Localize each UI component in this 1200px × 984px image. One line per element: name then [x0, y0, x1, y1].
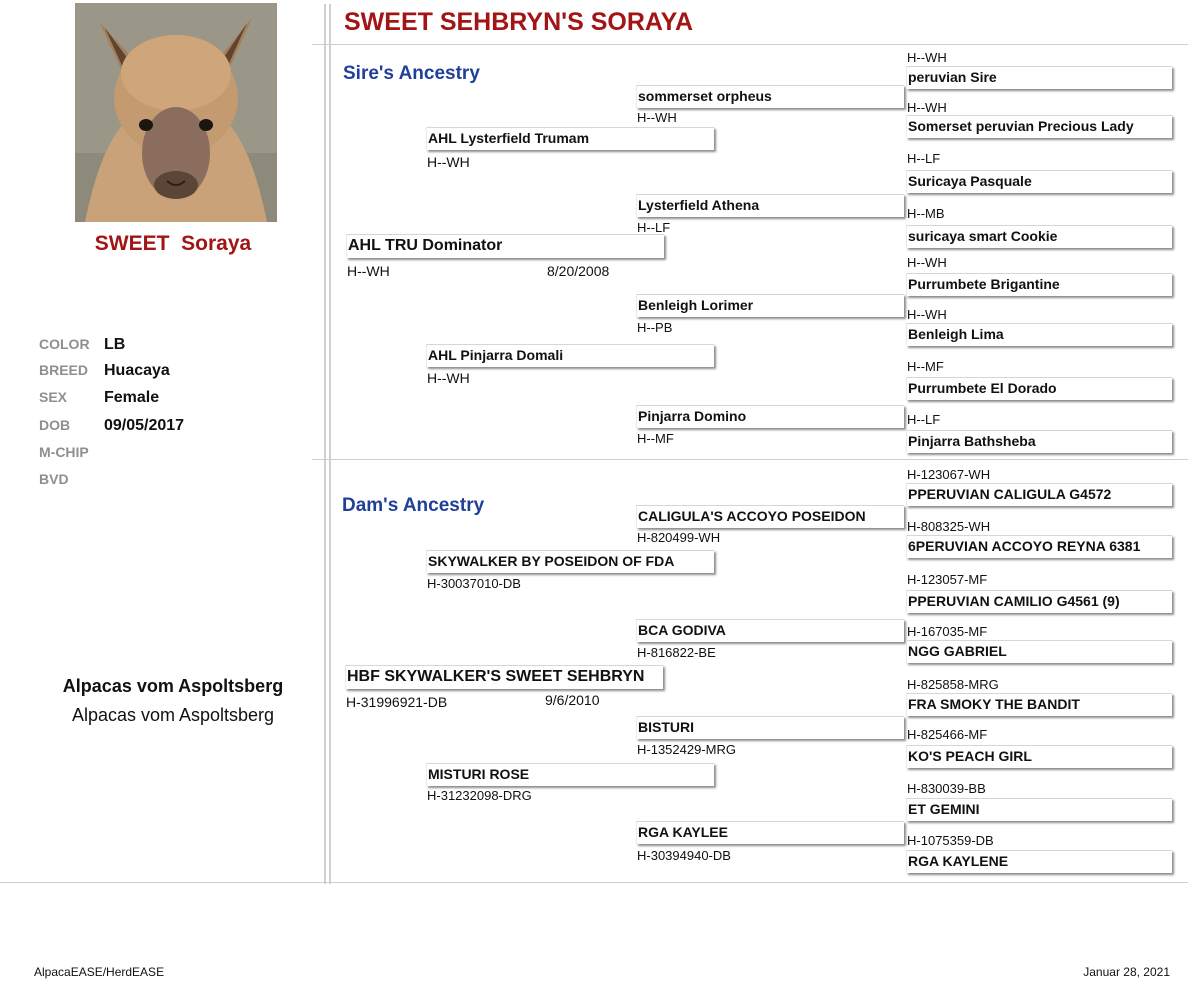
- sire-gen4-reg: H--WH: [907, 50, 947, 65]
- sex-value: Female: [104, 389, 160, 406]
- dam-gen2-box: MISTURI ROSE: [426, 763, 714, 786]
- dam-gen4-box: ET GEMINI: [906, 798, 1172, 821]
- pedigree-title: SWEET SEHBRYN'S SORAYA: [344, 8, 694, 36]
- color-value: LB: [104, 336, 126, 353]
- sire-gen3-reg: H--MF: [637, 431, 674, 446]
- vertical-divider: [329, 4, 331, 884]
- sire-gen4-reg: H--LF: [907, 151, 941, 166]
- sire-gen2-box: AHL Pinjarra Domali: [426, 344, 714, 367]
- dam-gen3-box: CALIGULA'S ACCOYO POSEIDON: [636, 505, 904, 528]
- dam-gen3-box: RGA KAYLEE: [636, 821, 904, 844]
- dam-gen3-box: BISTURI: [636, 716, 904, 739]
- dam-gen4-box: PPERUVIAN CALIGULA G4572: [906, 483, 1172, 506]
- breed-value: Huacaya: [104, 362, 170, 379]
- sire-gen4-box: Somerset peruvian Precious Lady: [906, 115, 1172, 138]
- sire-reg: H--WH: [347, 263, 390, 279]
- sire-gen4-reg: H--WH: [907, 100, 947, 115]
- footer-date: Januar 28, 2021: [1083, 965, 1170, 979]
- sire-gen2-reg: H--WH: [427, 154, 470, 170]
- sire-gen2-box: AHL Lysterfield Trumam: [426, 127, 714, 150]
- alpaca-photo: [75, 3, 277, 222]
- sire-gen3-box: sommerset orpheus: [636, 85, 904, 108]
- dam-gen2-reg: H-30037010-DB: [427, 576, 521, 591]
- dam-reg: H-31996921-DB: [346, 694, 448, 710]
- sire-gen4-reg: H--LF: [907, 412, 941, 427]
- dam-gen3-reg: H-1352429-MRG: [637, 742, 736, 757]
- dam-gen4-reg: H-123057-MF: [907, 572, 988, 587]
- sire-dob: 8/20/2008: [547, 263, 610, 279]
- sire-gen4-box: Pinjarra Bathsheba: [906, 430, 1172, 453]
- sire-gen4-box: peruvian Sire: [906, 66, 1172, 89]
- sire-gen3-reg: H--PB: [637, 320, 673, 335]
- sire-gen2-reg: H--WH: [427, 370, 470, 386]
- dam-gen3-box: BCA GODIVA: [636, 619, 904, 642]
- dam-gen3-reg: H-30394940-DB: [637, 848, 731, 863]
- dob-label: DOB: [39, 417, 71, 433]
- sex-label: SEX: [39, 389, 68, 405]
- dam-box: HBF SKYWALKER'S SWEET SEHBRYN: [345, 665, 663, 689]
- dam-gen4-box: NGG GABRIEL: [906, 640, 1172, 663]
- farm-name: Alpacas vom Aspoltsberg: [71, 705, 275, 725]
- animal-name: SWEET Soraya: [94, 232, 252, 255]
- sire-gen4-reg: H--WH: [907, 307, 947, 322]
- mchip-label: M-CHIP: [39, 444, 89, 460]
- sire-gen4-box: Benleigh Lima: [906, 323, 1172, 346]
- dam-gen3-reg: H-816822-BE: [637, 645, 716, 660]
- dam-gen4-box: KO'S PEACH GIRL: [906, 745, 1172, 768]
- footer-divider: [0, 882, 1188, 883]
- dam-gen4-reg: H-123067-WH: [907, 467, 991, 482]
- dam-gen3-reg: H-820499-WH: [637, 530, 721, 545]
- dam-gen4-reg: H-825858-MRG: [907, 677, 999, 692]
- dam-gen4-box: 6PERUVIAN ACCOYO REYNA 6381: [906, 535, 1172, 558]
- dam-gen4-reg: H-808325-WH: [907, 519, 991, 534]
- sire-gen4-box: Suricaya Pasquale: [906, 170, 1172, 193]
- sire-gen4-box: Purrumbete El Dorado: [906, 377, 1172, 400]
- dob-value: 09/05/2017: [104, 417, 185, 434]
- dam-dob: 9/6/2010: [545, 692, 600, 708]
- sire-section-title: Sire's Ancestry: [343, 63, 480, 84]
- sire-gen4-box: Purrumbete Brigantine: [906, 273, 1172, 296]
- dam-gen4-reg: H-830039-BB: [907, 781, 986, 796]
- bvd-label: BVD: [39, 471, 69, 487]
- sire-gen3-reg: H--LF: [637, 220, 671, 235]
- header-divider: [312, 44, 1188, 45]
- sire-gen3-reg: H--WH: [637, 110, 677, 125]
- dam-gen4-box: FRA SMOKY THE BANDIT: [906, 693, 1172, 716]
- farm-name-bold: Alpacas vom Aspoltsberg: [62, 676, 284, 696]
- sire-gen3-box: Benleigh Lorimer: [636, 294, 904, 317]
- dam-gen2-box: SKYWALKER BY POSEIDON OF FDA: [426, 550, 714, 573]
- sire-gen4-box: suricaya smart Cookie: [906, 225, 1172, 248]
- sire-gen4-reg: H--MB: [907, 206, 945, 221]
- breed-label: BREED: [39, 362, 89, 378]
- color-label: COLOR: [39, 336, 90, 352]
- vertical-divider: [324, 4, 326, 884]
- sire-box: AHL TRU Dominator: [346, 234, 664, 258]
- sire-gen4-reg: H--WH: [907, 255, 947, 270]
- sire-gen4-reg: H--MF: [907, 359, 944, 374]
- dam-gen4-box: RGA KAYLENE: [906, 850, 1172, 873]
- section-divider: [312, 459, 1188, 460]
- dam-gen2-reg: H-31232098-DRG: [427, 788, 532, 803]
- dam-section-title: Dam's Ancestry: [342, 495, 485, 516]
- dam-gen4-reg: H-1075359-DB: [907, 833, 994, 848]
- dam-gen4-box: PPERUVIAN CAMILIO G4561 (9): [906, 590, 1172, 613]
- sire-gen3-box: Pinjarra Domino: [636, 405, 904, 428]
- footer-software: AlpacaEASE/HerdEASE: [34, 965, 165, 979]
- dam-gen4-reg: H-167035-MF: [907, 624, 988, 639]
- sire-gen3-box: Lysterfield Athena: [636, 194, 904, 217]
- dam-gen4-reg: H-825466-MF: [907, 727, 988, 742]
